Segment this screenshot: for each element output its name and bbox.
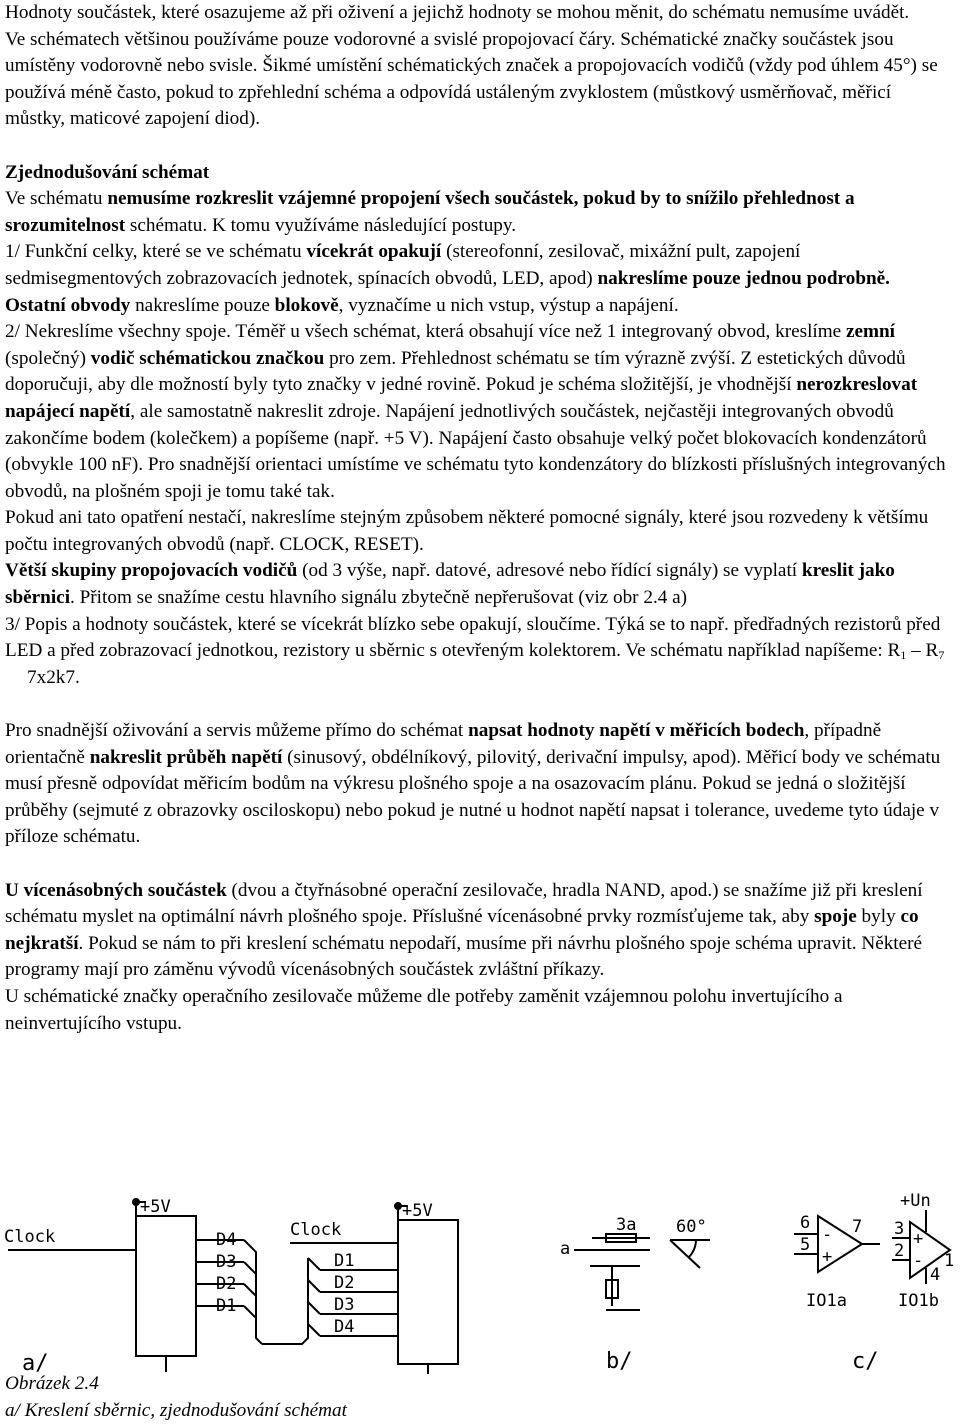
bold-span: vodič schématickou značkou <box>90 347 325 369</box>
opamp-name: IO1a <box>806 1291 847 1311</box>
schematic-drawing <box>0 1188 960 1376</box>
subscript: 7 <box>938 648 945 663</box>
pin-number: 1 <box>944 1251 955 1271</box>
pin-label-a: D2 <box>216 1274 237 1294</box>
text-span: (od 3 výše, např. datové, adresové nebo řídící signály) se vyplatí <box>297 560 802 582</box>
bold-span: Větší skupiny propojovacích vodičů <box>5 560 298 582</box>
text-span: Pokud ani tato opatření nestačí, nakreslíme stejným způsobem některé pomocné signály, které jsou rozvedeny k většímu počtu integrovaných obvodů (např. CLOCK, RESET). <box>5 507 929 555</box>
text-span: (stereofonní, zesilovač, mixážní pult, zapojení sedmisegmentových zobrazovacích jednotek, spínacích obvodů, LED, apod) <box>5 241 801 289</box>
pin-label-a: D3 <box>216 1252 237 1272</box>
supply-label: +Un <box>900 1191 931 1211</box>
bus-entry-b <box>308 1280 320 1292</box>
bold-span: nemusíme rozkreslit vzájemné propojení všech součástek, pokud by to snížilo přehlednost a srozumitelnost <box>5 188 855 236</box>
schematic-b <box>560 1215 710 1310</box>
caption-description: a/ Kreslení sběrnic, zjednodušování schémat <box>5 1399 347 1421</box>
bus-entry-a <box>244 1306 256 1318</box>
text-span: . Pokud se nám to při kreslení schématu nepodaří, musíme při návrhu plošného spoje schéma upravit. Některé programy mají pro záměnu vývodů vícenásobných součástek zvláštní příkazy. <box>5 932 923 981</box>
paragraph-repeated-blocks <box>5 239 953 319</box>
paragraph-connection-lines <box>5 27 953 133</box>
section-heading: Zjednodušování schémat <box>5 161 210 183</box>
minus-sign: - <box>822 1225 833 1245</box>
supply-label-b: +5V <box>402 1201 433 1221</box>
paragraph-measurement-points <box>5 718 953 851</box>
bold-span: nakreslíme pouze jednou podrobně. <box>597 267 890 289</box>
paragraph-component-values <box>5 0 953 27</box>
paragraph-simplification-intro <box>5 186 953 239</box>
pin-label-a: D4 <box>216 1230 237 1250</box>
bold-span: kreslit jako sběrnici <box>5 560 895 609</box>
bus-entry-b <box>308 1258 320 1270</box>
paragraph-opamp-inputs <box>5 984 953 1037</box>
pin-number: 6 <box>800 1213 811 1233</box>
supply-node-a <box>133 1199 139 1205</box>
angle-lines <box>670 1240 710 1268</box>
paragraph-ground-supply <box>5 319 953 505</box>
pin-label-b: D2 <box>334 1273 355 1293</box>
bold-span: vícekrát opakují <box>306 241 442 263</box>
text-span: Hodnoty součástek, které osazujeme až při oživení a jejichž hodnoty se mohou měnit, do schématu nemusíme uvádět. <box>5 2 910 23</box>
text-span: (dvou a čtyřnásobné operační zesilovače, hradla NAND, apod.) se snažíme již při kreslení schématu myslet na optimální návrh plošného spoje. Příslušné vícenásobné prvky rozmísťujeme tak, aby <box>5 879 923 928</box>
pin-label-b: D1 <box>334 1251 355 1271</box>
resistor-label-a: a <box>560 1239 571 1259</box>
figure-caption <box>5 1371 905 1424</box>
text-span: schématu. K tomu využíváme následující postupy. <box>125 214 517 236</box>
ic-block-a <box>136 1216 196 1356</box>
plus-sign: + <box>822 1247 833 1267</box>
bold-span: Ostatní obvody <box>5 294 131 316</box>
angle-arc <box>688 1240 696 1258</box>
minus-sign: - <box>913 1251 924 1271</box>
paragraph-gap <box>5 691 953 718</box>
schematic-a-second <box>284 1201 458 1374</box>
bus-entry-b <box>308 1324 320 1336</box>
paragraph-merged-labels <box>5 612 953 692</box>
supply-node-b <box>395 1203 401 1209</box>
resistor-label-3a: 3a <box>616 1215 637 1235</box>
text-span: Ve schématu <box>5 188 108 210</box>
pin-number: 5 <box>800 1235 811 1255</box>
text-span: . Přitom se snažíme cestu hlavního signálu zbytečně nepřerušovat (viz obr 2.4 a) <box>70 587 688 609</box>
text-span: , vyznačíme u nich vstup, výstup a napájení. <box>338 294 679 316</box>
text-span: (sinusový, obdélníkový, pilovitý, derivační impulsy, apod). Měřicí body ve schématu musí přesně odpovídat měřicím bodům na výkresu plošného spoje a na osazovacím plánu. Pokud se jedná o složitější průběhy (sejmuté z obrazovky osciloskopu) nebo pokud je nutné u hodnot napětí napsat i tolerance, uvedeme tyto údaje v příloze schématu. <box>5 746 941 848</box>
text-span: byly <box>856 906 901 928</box>
bus-entry-a <box>244 1262 256 1274</box>
bold-span: U vícenásobných součástek <box>5 879 227 901</box>
text-span: pro zem. Přehlednost schématu se tím výrazně zvýší. Z estetických důvodů doporučuji, aby dle možností byly tyto značky v jedné rovině. Pokud je schéma složitější, je vhodnější <box>5 347 906 396</box>
opamp-name: IO1b <box>898 1291 939 1311</box>
subscript: 1 <box>900 648 907 663</box>
clock-label-b: Clock <box>290 1220 342 1240</box>
bold-span: zemní <box>845 321 896 343</box>
paragraph-gap <box>5 851 953 878</box>
text-span: 3/ Popis a hodnoty součástek, které se vícekrát blízko sebe opakují, sloučíme. Týká se to např. předřadných rezistorů před LED a před zobrazovací jednotkou, rezistory u sběrnic s otevřeným kolektorem. Ve schématu například napíšeme: R <box>5 613 941 662</box>
text-span: (společný) <box>5 347 91 369</box>
bold-span: nakreslit průběh napětí <box>89 746 283 768</box>
bold-span: nerozkreslovat napájecí napětí <box>5 374 918 422</box>
text-span: 7x2k7. <box>27 666 80 688</box>
bus-entry-a <box>244 1284 256 1296</box>
bold-span: blokově <box>274 294 339 316</box>
clock-label-a: Clock <box>4 1227 56 1247</box>
pin-number: 7 <box>852 1217 863 1237</box>
text-span: U schématické značky operačního zesilovače můžeme dle potřeby zaměnit vzájemnou polohu invertujícího a neinvertujícího vstupu. <box>5 985 843 1034</box>
part-label-a: a/ <box>22 1351 49 1376</box>
plus-sign: + <box>913 1229 924 1249</box>
text-span: 2/ Nekreslíme všechny spoje. Téměř u všech schémat, která obsahují více než 1 integrovaný obvod, kreslíme <box>5 321 846 343</box>
text-span: Ve schématech většinou používáme pouze vodorovné a svislé propojovací čáry. Schématické značky součástek jsou umístěny vodorovně nebo svisle. Šikmé umístění schématických značek a propojovacích vodičů (vždy pod úhlem 45°) se používá méně často, pokud to zpřehlední schéma a odpovídá ustáleným zvyklostem (můstkový usměrňovač, měřicí můstky, maticové zapojení diod). <box>5 28 938 130</box>
text-span: 1/ Funkční celky, které se ve schématu <box>5 241 307 263</box>
text-span: – R <box>906 640 939 662</box>
paragraph-gap <box>5 133 953 160</box>
bold-span: napsat hodnoty napětí v měřicích bodech <box>468 720 805 742</box>
supply-label-a: +5V <box>140 1197 171 1217</box>
paragraph-bus-drawing <box>5 558 953 611</box>
text-span: , ale samostatně nakreslit zdroje. Napájení jednotlivých součástek, nejčastěji integrovaných obvodů zakončíme bodem (kolečkem) a popíšeme (např. +5 V). Napájení často obsahuje velký počet blokovacích kondenzátorů (obvykle 100 nF). Pro snadnější orientaci umístíme ve schématu tyto kondenzátory do blízkosti příslušných integrovaných obvodů, na plošném spoji je tomu také tak. <box>5 400 946 502</box>
text-span: , případně orientačně <box>5 720 882 768</box>
part-label-b: b/ <box>606 1349 633 1374</box>
bus-line-b <box>284 1258 308 1344</box>
figure-2-4 <box>0 1188 960 1376</box>
paragraph-auxiliary-signals <box>5 505 953 558</box>
pin-number: 2 <box>894 1241 905 1261</box>
document-page <box>5 0 953 1037</box>
pin-number: 3 <box>894 1219 905 1239</box>
pin-label-b: D3 <box>334 1295 355 1315</box>
text-span: nakreslíme pouze <box>130 294 275 316</box>
ic-block-b <box>398 1220 458 1364</box>
pin-label-a: D1 <box>216 1296 237 1316</box>
pin-label-b: D4 <box>334 1317 355 1337</box>
bus-entry-b <box>308 1302 320 1314</box>
schematic-c <box>794 1191 954 1311</box>
schematic-a <box>4 1197 284 1372</box>
bold-span: spoje <box>814 906 857 928</box>
text-span: Pro snadnější oživování a servis můžeme přímo do schémat <box>5 720 469 742</box>
paragraph-multiple-components <box>5 878 953 984</box>
bold-span: co nejkratší <box>5 906 919 954</box>
part-label-c: c/ <box>852 1349 879 1374</box>
pin-number: 4 <box>930 1265 941 1285</box>
angle-label: 60° <box>676 1217 707 1237</box>
caption-title: Obrázek 2.4 <box>5 1373 99 1394</box>
